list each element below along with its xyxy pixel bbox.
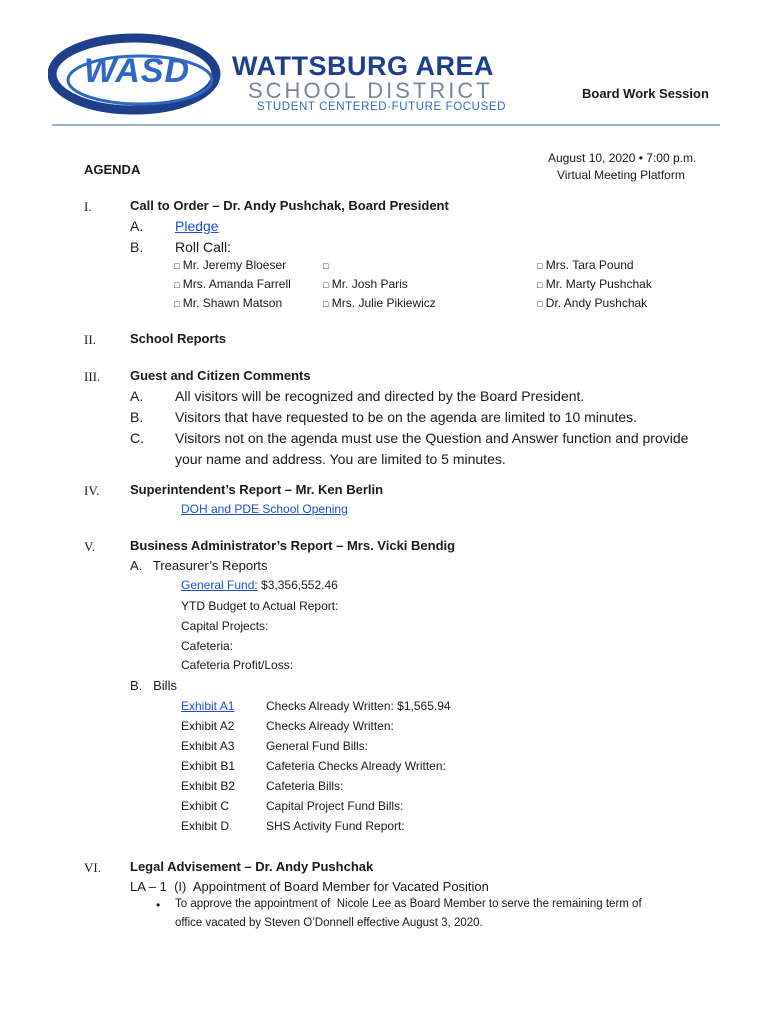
treasurer-line: YTD Budget to Actual Report: (181, 599, 339, 613)
checkbox-icon[interactable]: □ (323, 261, 329, 271)
section-title-3: Guest and Citizen Comments (130, 368, 311, 383)
section-num-3: III. (84, 369, 101, 384)
treasurer-reports-label: A. Treasurer’s Reports (130, 558, 268, 573)
exhibit-name: Exhibit B2 (181, 779, 236, 793)
roll-call-row (323, 296, 436, 310)
pledge-link[interactable]: Pledge (175, 218, 219, 234)
section-num-4: IV. (84, 483, 100, 498)
checkbox-icon[interactable]: □ (323, 280, 329, 290)
section-num-5: V. (84, 539, 95, 554)
general-fund-link[interactable]: General Fund: (181, 578, 258, 592)
section-title-6: Legal Advisement – Dr. Andy Pushchak (130, 859, 374, 874)
exhibit-name: Exhibit B1 (181, 759, 236, 773)
meeting-date-time: August 10, 2020 • 7:00 p.m. (548, 151, 697, 165)
member-name: Mrs. Amanda Farrell (182, 277, 291, 291)
exhibit-desc: SHS Activity Fund Report: (266, 819, 405, 833)
member-name: Mr. Marty Pushchak (545, 277, 652, 291)
member-name: Dr. Andy Pushchak (545, 296, 648, 310)
exhibit-desc: Checks Already Written: $1,565.94 (266, 699, 451, 713)
general-fund-line (181, 578, 338, 592)
exhibit-desc: Checks Already Written: (266, 719, 394, 733)
item-letter-1a: A. (130, 218, 144, 234)
district-sub: SCHOOL DISTRICT (248, 78, 493, 103)
exhibit-name[interactable]: Exhibit A1 (181, 699, 235, 713)
member-name: Mr. Josh Paris (331, 277, 408, 291)
item-letter-3c: C. (130, 430, 144, 446)
motion-text: To approve the appointment of Nicole Lee as Board Member to serve the remaining term of (175, 898, 642, 910)
checkbox-icon[interactable]: □ (537, 261, 543, 271)
agenda-title: AGENDA (84, 162, 141, 177)
roll-call-label: Roll Call: (175, 239, 232, 255)
exhibit-desc: Cafeteria Bills: (266, 779, 344, 793)
district-tagline: STUDENT CENTERED·FUTURE FOCUSED (257, 101, 507, 113)
meeting-type: Board Work Session (582, 86, 709, 101)
item-letter-3b: B. (130, 409, 144, 425)
treasurer-line: Cafeteria Profit/Loss: (181, 658, 294, 672)
treasurer-line: Capital Projects: (181, 619, 269, 633)
roll-call-row (174, 296, 282, 310)
section-title-2: School Reports (130, 331, 227, 346)
section-num-6: VI. (84, 860, 101, 875)
meeting-location: Virtual Meeting Platform (557, 168, 685, 182)
roll-call-row (537, 296, 647, 310)
exhibit-name: Exhibit A3 (181, 739, 235, 753)
checkbox-icon[interactable]: □ (537, 299, 543, 309)
member-name: Mrs. Julie Pikiewicz (331, 296, 436, 310)
roll-call-row (537, 258, 634, 272)
roll-call-row (323, 277, 408, 291)
member-name: Mr. Shawn Matson (182, 296, 283, 310)
logo-letters: WASD (84, 52, 190, 90)
item-text-3c-line2: your name and address. You are limited to 5 minutes. (175, 451, 506, 467)
bullet-icon: • (156, 898, 161, 912)
section-title-1: Call to Order – Dr. Andy Pushchak, Board President (130, 198, 449, 213)
checkbox-icon[interactable]: □ (174, 280, 180, 290)
header-rule (52, 124, 720, 126)
exhibit-name: Exhibit A2 (181, 719, 235, 733)
roll-call-row (174, 277, 291, 291)
exhibit-desc: Capital Project Fund Bills: (266, 799, 404, 813)
roll-call-row (537, 277, 652, 291)
legal-item-label: LA – 1 (I) Appointment of Board Member for Vacated Position (130, 879, 489, 894)
treasurer-line: Cafeteria: (181, 639, 234, 653)
item-letter-1b: B. (130, 239, 144, 255)
exhibit-desc: General Fund Bills: (266, 739, 369, 753)
exhibit-name: Exhibit D (181, 819, 230, 833)
member-name: Mrs. Tara Pound (545, 258, 634, 272)
item-text-3a: All visitors will be recognized and directed by the Board President. (175, 388, 585, 404)
section-title-5: Business Administrator’s Report – Mrs. Vicki Bendig (130, 538, 456, 553)
section-num-2: II. (84, 332, 96, 347)
checkbox-icon[interactable]: □ (537, 280, 543, 290)
district-name: WATTSBURG AREA (232, 51, 494, 81)
item-text-3c: Visitors not on the agenda must use the Question and Answer function and provide (175, 430, 689, 446)
item-letter-3a: A. (130, 388, 144, 404)
roll-call-row (323, 258, 328, 272)
item-text-3b: Visitors that have requested to be on the agenda are limited to 10 minutes. (175, 409, 638, 425)
checkbox-icon[interactable]: □ (174, 261, 180, 271)
roll-call-row (174, 258, 286, 272)
bills-label: B. Bills (130, 678, 177, 693)
section-title-4: Superintendent’s Report – Mr. Ken Berlin (130, 482, 384, 497)
school-opening-link[interactable]: DOH and PDE School Opening (181, 502, 348, 516)
exhibit-name: Exhibit C (181, 799, 230, 813)
section-num-1: I. (84, 199, 92, 214)
general-fund-value: $3,356,552.46 (257, 578, 338, 592)
member-name: Mr. Jeremy Bloeser (182, 258, 287, 272)
checkbox-icon[interactable]: □ (174, 299, 180, 309)
exhibit-desc: Cafeteria Checks Already Written: (266, 759, 446, 773)
checkbox-icon[interactable]: □ (323, 299, 329, 309)
motion-text-line2: office vacated by Steven O’Donnell effective August 3, 2020. (175, 917, 483, 929)
